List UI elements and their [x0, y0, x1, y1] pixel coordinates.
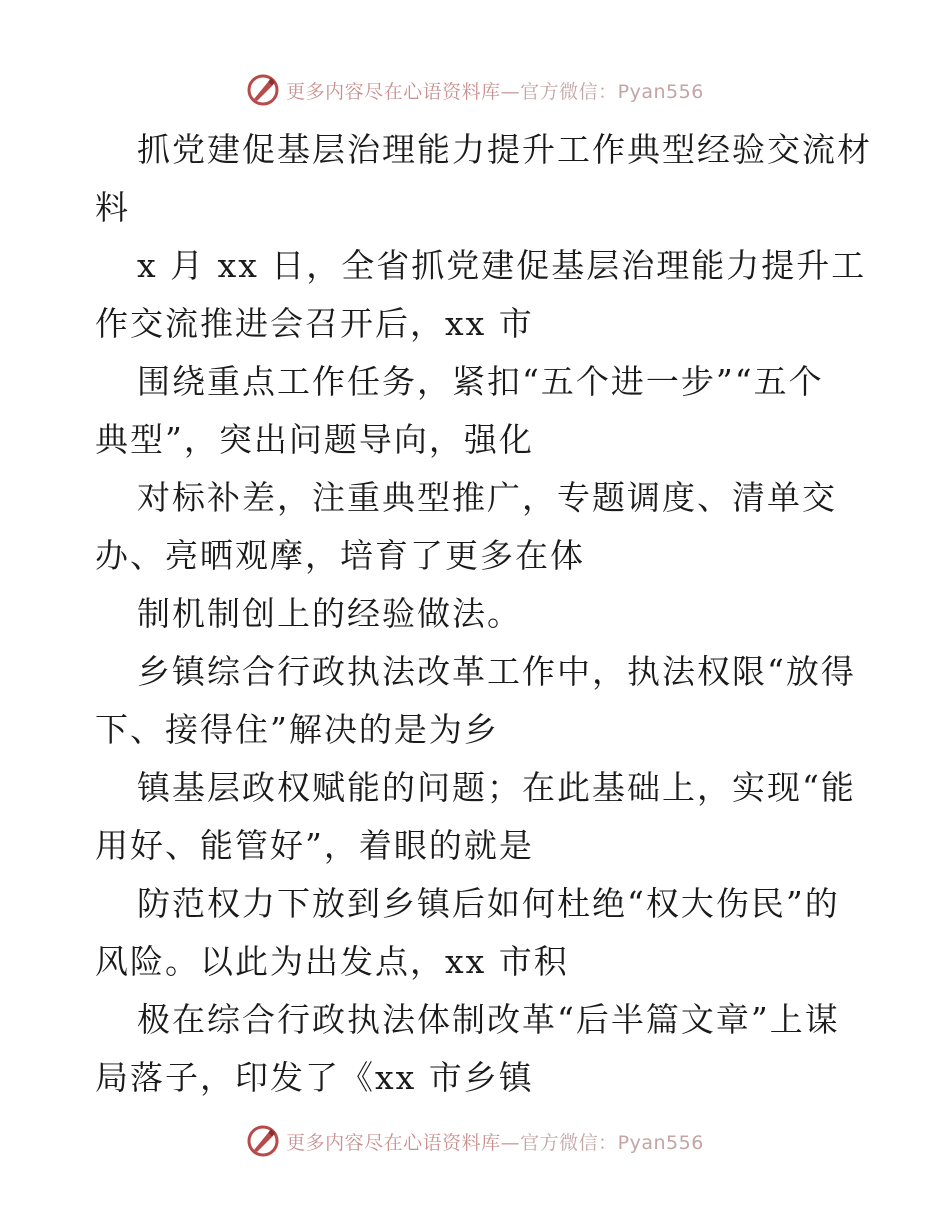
text-line: 作交流推进会召开后，xx 市	[95, 304, 534, 343]
header-banner	[0, 70, 950, 110]
title-line: 料	[95, 188, 130, 227]
title-line: 抓党建促基层治理能力提升工作典型经验交流材	[137, 130, 872, 169]
banner-text: 更多内容尽在心语资料库—官方微信：Pyan556	[286, 80, 704, 103]
text-line: 制机制创上的经验做法。	[137, 594, 522, 633]
text-line: 镇基层政权赋能的问题；在此基础上，实现“能	[137, 768, 856, 807]
text-line: 乡镇综合行政执法改革工作中，执法权限“放得	[137, 652, 856, 691]
banner-text: 更多内容尽在心语资料库—官方微信：Pyan556	[286, 1131, 704, 1154]
footer-banner	[0, 1121, 950, 1161]
text-line: 极在综合行政执法体制改革“后半篇文章”上谋	[137, 1000, 840, 1039]
document-body	[95, 121, 872, 1107]
text-line: 办、亮晒观摩，培育了更多在体	[95, 536, 585, 575]
text-line: 防范权力下放到乡镇后如何杜绝“权大伤民”的	[137, 884, 840, 923]
text-line: 用好、能管好”，着眼的就是	[95, 826, 534, 865]
text-line: 风险。以此为出发点，xx 市积	[95, 942, 569, 981]
pen-nib-circle-icon	[246, 1124, 280, 1158]
text-line: 对标补差，注重典型推广，专题调度、清单交	[137, 478, 837, 517]
text-line: 典型”，突出问题导向，强化	[95, 420, 534, 459]
text-line: x 月 xx 日，全省抓党建促基层治理能力提升工	[137, 246, 867, 285]
pen-nib-circle-icon	[246, 73, 280, 107]
text-line: 围绕重点工作任务，紧扣“五个进一步”“五个	[137, 362, 824, 401]
text-line: 局落子，印发了《xx 市乡镇	[95, 1058, 534, 1097]
text-line: 下、接得住”解决的是为乡	[95, 710, 499, 749]
